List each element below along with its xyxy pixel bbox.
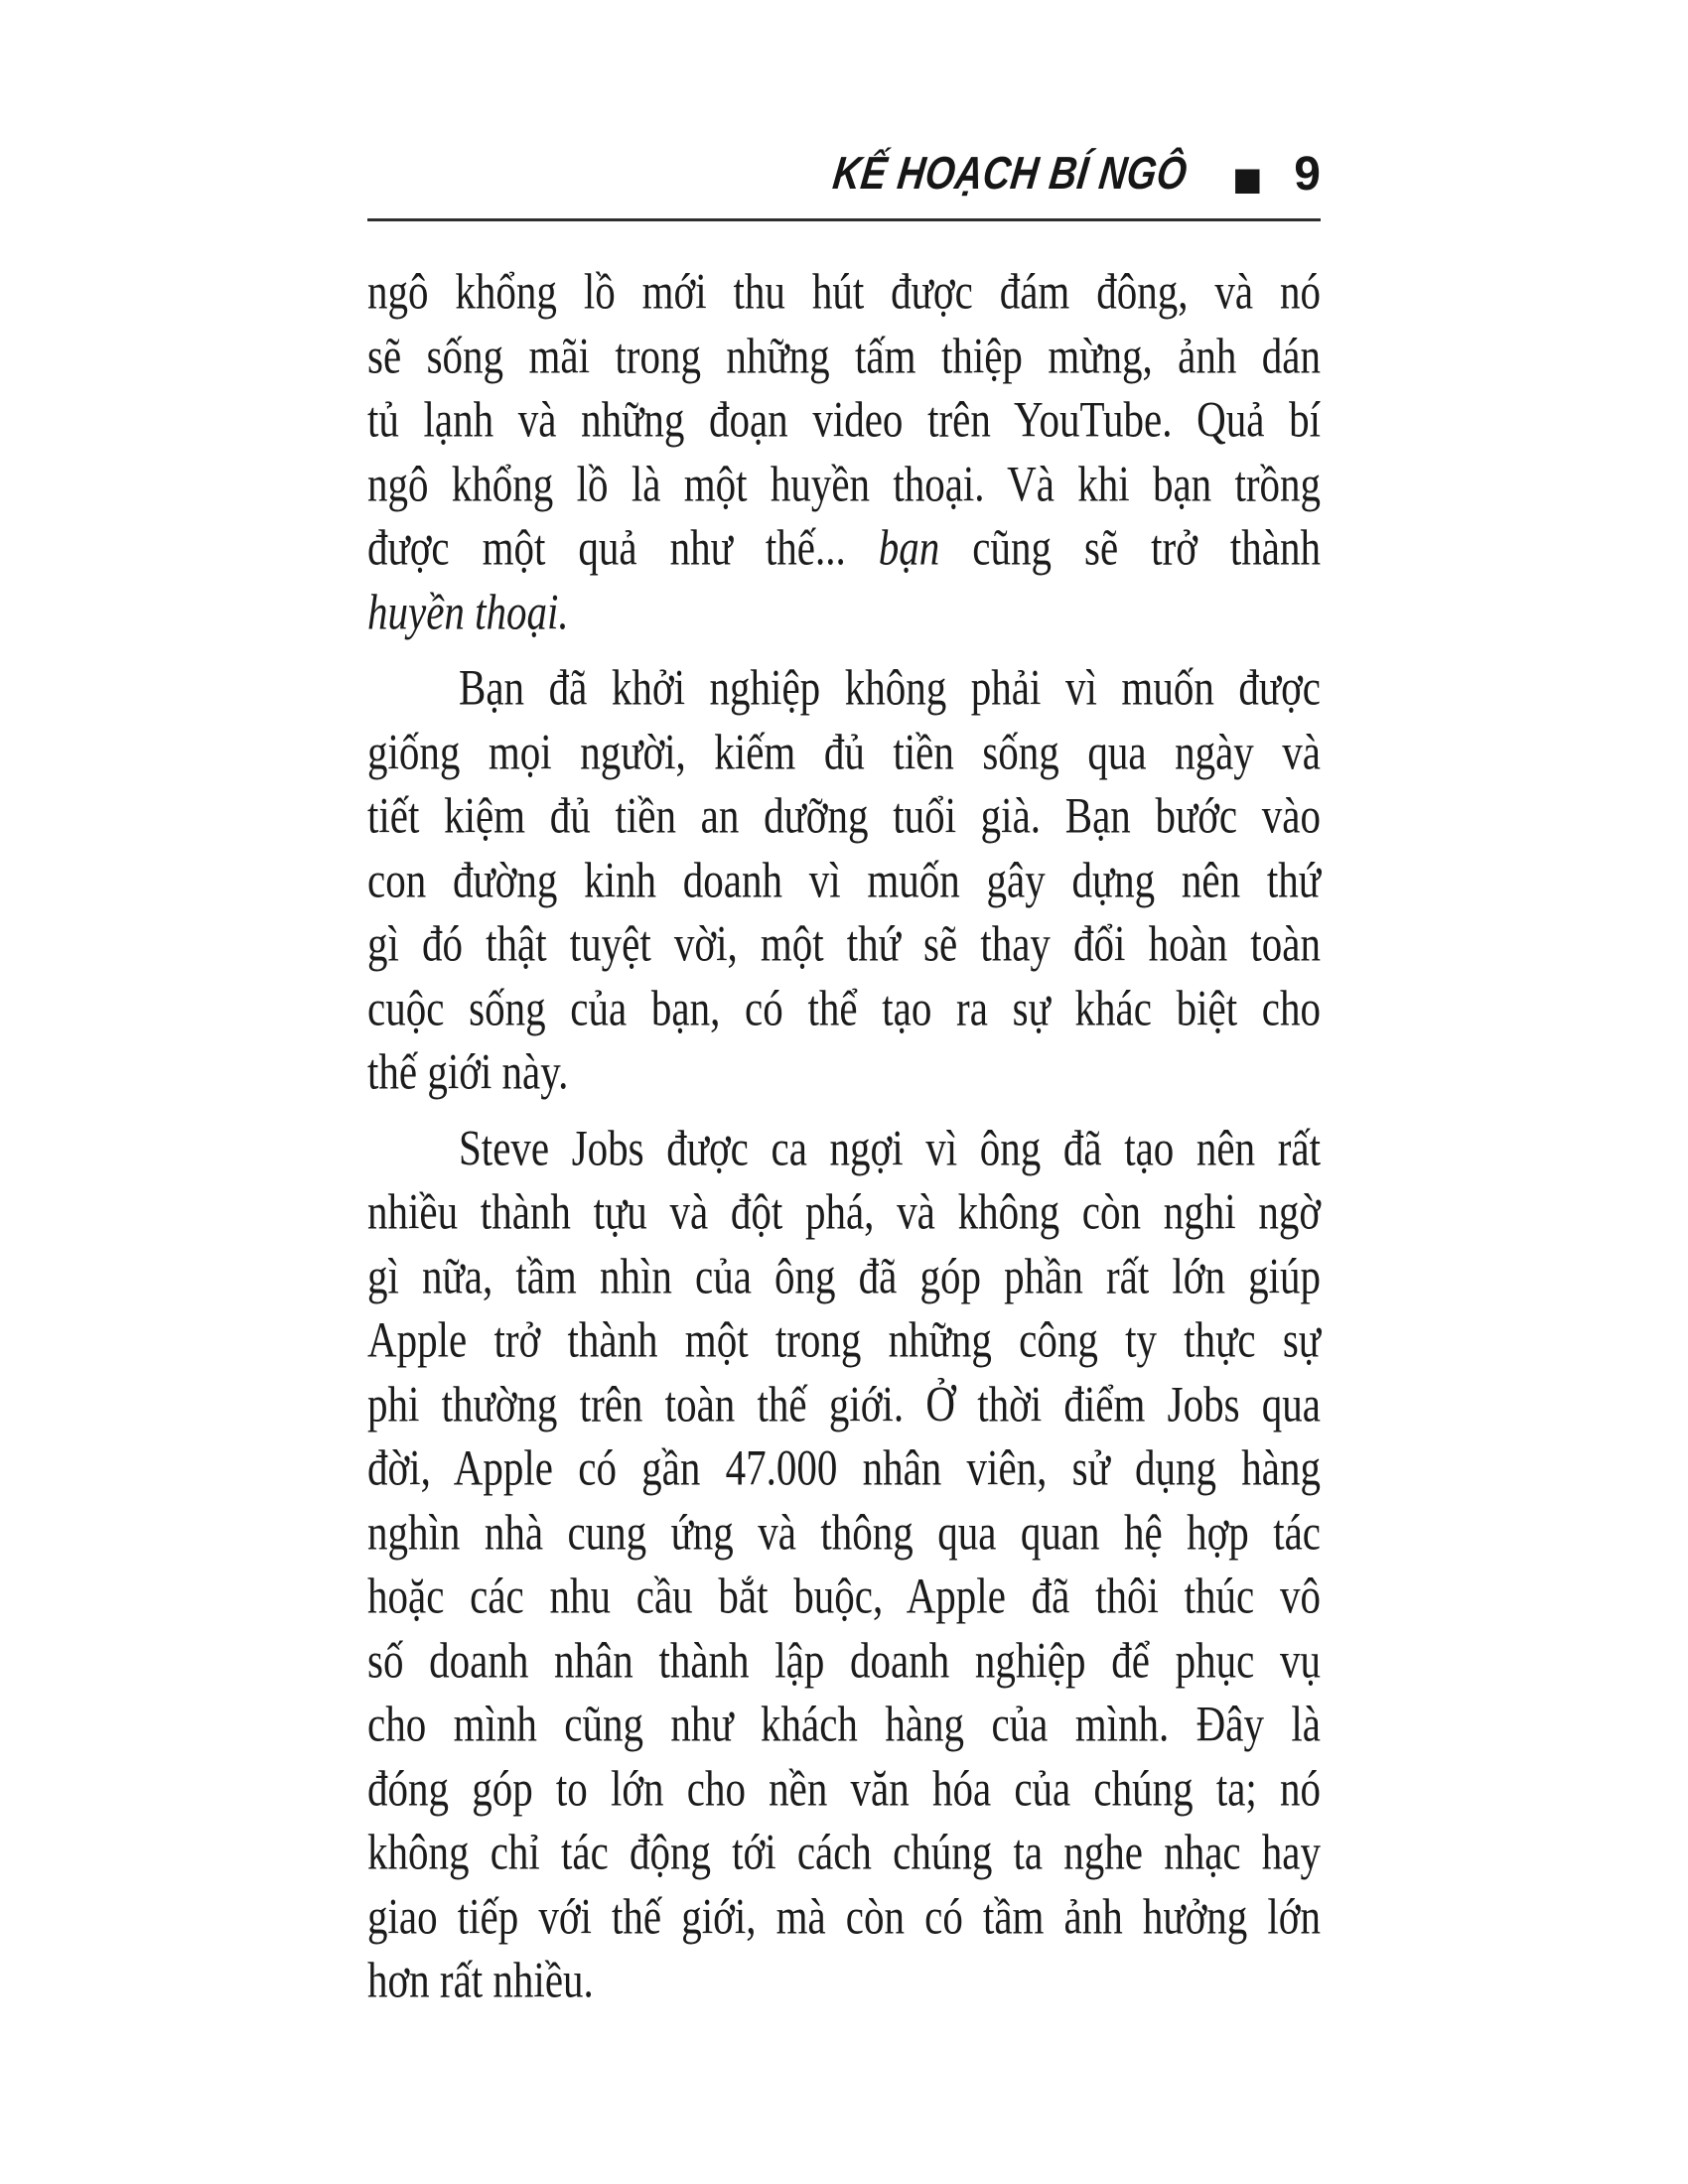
- header-rule: [367, 218, 1321, 221]
- text-segment: con đường kinh doanh vì muốn gây dựng nên thứ: [367, 851, 1321, 908]
- book-title: KẾ HOẠCH BÍ NGÔ: [830, 148, 1191, 201]
- paragraph: [367, 656, 1321, 1105]
- page-body: [367, 260, 1321, 2013]
- text-segment: cho mình cũng như khách hàng của mình. Đây là: [367, 1695, 1321, 1752]
- paragraph: [367, 1117, 1321, 2013]
- text-segment: được một quả như thế...: [367, 518, 879, 576]
- paragraph: [367, 260, 1321, 644]
- text-segment: giao tiếp với thế giới, mà còn có tầm ảnh hưởng lớn: [367, 1887, 1321, 1945]
- text-segment: gì đó thật tuyệt vời, một thứ sẽ thay đổi hoàn toàn: [367, 914, 1321, 972]
- text-line: [367, 572, 1321, 651]
- text-segment: số doanh nhân thành lập doanh nghiệp để phục vụ: [367, 1631, 1321, 1689]
- text-segment: gì nữa, tầm nhìn của ông đã góp phần rất lớn giúp: [367, 1247, 1321, 1304]
- text-segment: Steve Jobs được ca ngợi vì ông đã tạo nên rất: [459, 1119, 1321, 1176]
- text-segment: đóng góp to lớn cho nền văn hóa của chúng ta; nó: [367, 1759, 1321, 1817]
- text-segment: nhiều thành tựu và đột phá, và không còn nghi ngờ: [367, 1182, 1321, 1240]
- text-segment: tủ lạnh và những đoạn video trên YouTube. Quả bí: [367, 390, 1321, 448]
- text-segment: hoặc các nhu cầu bắt buộc, Apple đã thôi thúc vô: [367, 1567, 1321, 1624]
- text-line: [367, 1940, 1321, 2019]
- text-segment: ngô khổng lồ mới thu hút được đám đông, và nó: [367, 262, 1321, 320]
- square-bullet-icon: ■: [1232, 160, 1263, 198]
- text-segment: ngô khổng lồ là một huyền thoại. Và khi bạn trồng: [367, 455, 1321, 512]
- italic-text-segment: bạn: [878, 518, 940, 576]
- text-segment: phi thường trên toàn thế giới. Ở thời điểm Jobs qua: [367, 1375, 1321, 1433]
- text-segment: không chỉ tác động tới cách chúng ta nghe nhạc hay: [367, 1823, 1321, 1880]
- page-number: 9: [1294, 148, 1321, 201]
- text-segment: hơn rất nhiều.: [367, 1951, 594, 2008]
- text-segment: nghìn nhà cung ứng và thông qua quan hệ hợp tác: [367, 1503, 1321, 1561]
- text-segment: cuộc sống của bạn, có thể tạo ra sự khác biệt cho: [367, 979, 1321, 1036]
- text-line: [367, 1031, 1321, 1111]
- text-segment: Bạn đã khởi nghiệp không phải vì muốn được: [459, 658, 1321, 716]
- text-segment: giống mọi người, kiếm đủ tiền sống qua ngày và: [367, 723, 1321, 780]
- text-segment: thế giới này.: [367, 1042, 569, 1100]
- text-segment: sẽ sống mãi trong những tấm thiệp mừng, ảnh dán: [367, 327, 1321, 384]
- text-segment: đời, Apple có gần 47.000 nhân viên, sử dụng hàng: [367, 1438, 1321, 1496]
- italic-text-segment: huyền thoại.: [367, 583, 569, 640]
- text-segment: Apple trở thành một trong những công ty thực sự: [367, 1310, 1321, 1368]
- text-segment: tiết kiệm đủ tiền an dưỡng tuổi già. Bạn bước vào: [367, 786, 1321, 844]
- text-segment: cũng sẽ trở thành: [939, 518, 1321, 576]
- page-header: [367, 147, 1321, 208]
